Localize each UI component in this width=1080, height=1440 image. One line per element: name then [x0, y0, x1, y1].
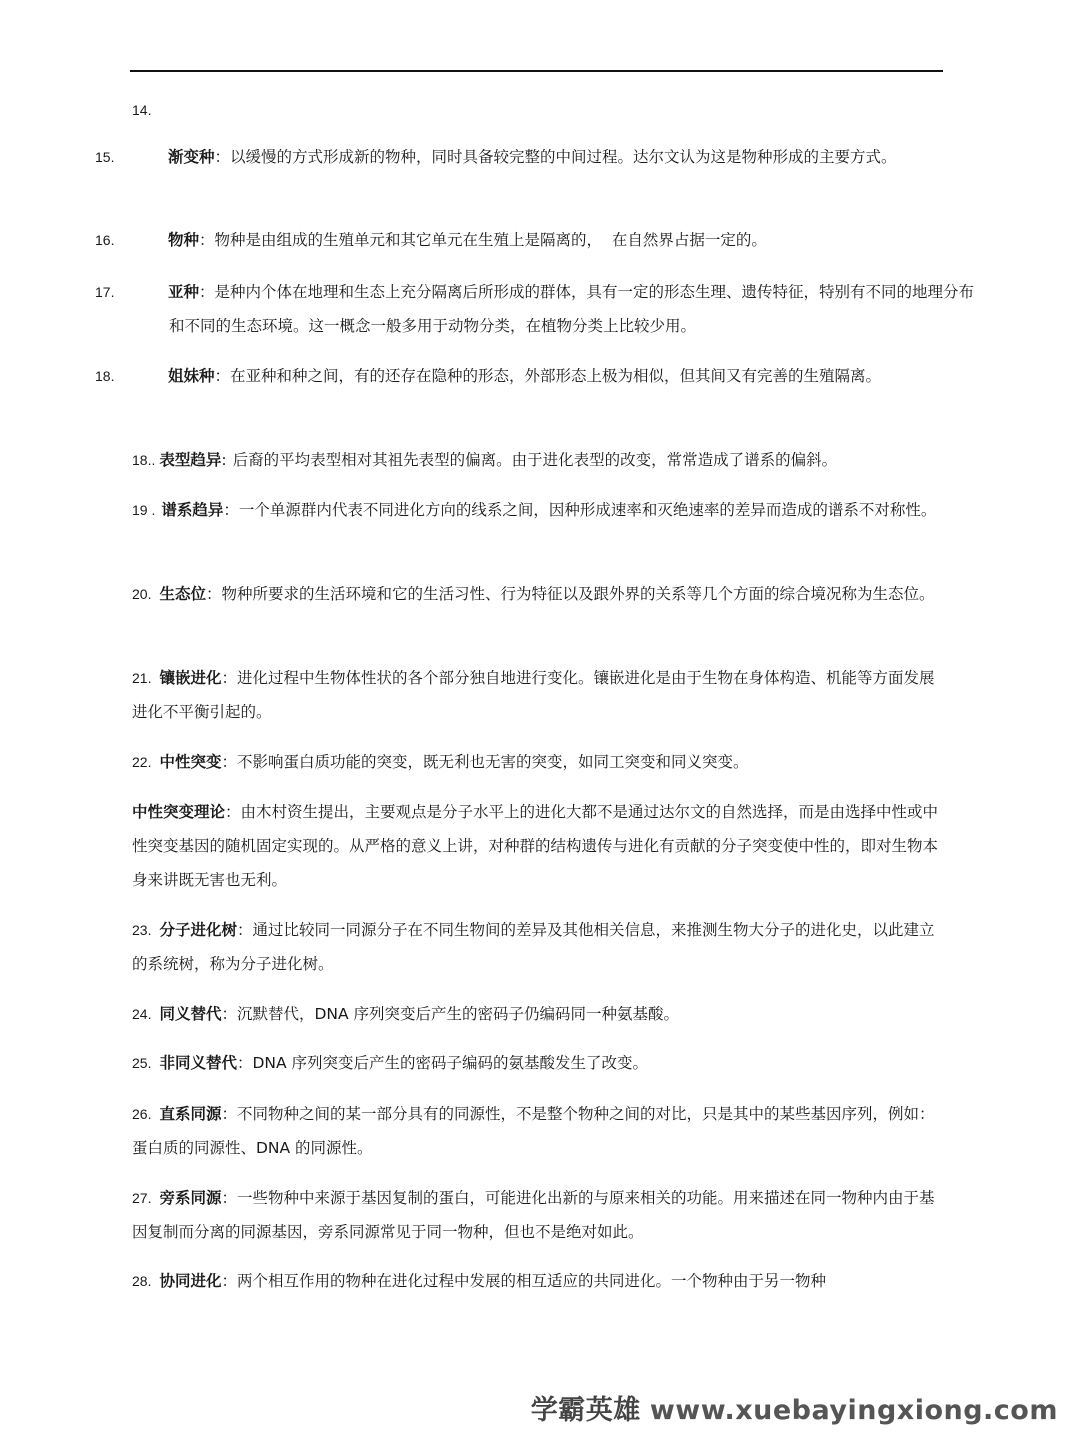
entry-text: 两个相互作用的物种在进化过程中发展的相互适应的共同进化。一个物种由于另一物种	[237, 1272, 827, 1290]
entry-text: 一些物种中来源于基因复制的蛋白，可能进化出新的与原来相关的功能。用来描述在同一物种内由于基因复制而分离的同源基因，旁系同源常见于同一物种，但也不是绝对如此。	[132, 1189, 935, 1241]
entry-16	[95, 223, 981, 257]
entry-text: 在亚种和种之间，有的还存在隐种的形态，外部形态上极为相似，但其间又有完善的生殖隔离。	[230, 367, 882, 385]
entry-text: 是种内个体在地理和生态上充分隔离后所形成的群体，具有一定的形态生理、遗传特征，特别有不同的地理分布和不同的生态环境。这一概念一般多用于动物分类，在植物分类上比较少用。	[169, 283, 975, 335]
entry-number: 19 .	[132, 502, 156, 518]
entry-19	[132, 493, 944, 527]
entry-separator: ：	[221, 1272, 237, 1290]
entry-term: 同义替代	[159, 1005, 222, 1023]
entry-25	[132, 1046, 944, 1080]
entry-term: 协同进化	[159, 1272, 222, 1290]
entry-number: 20.	[132, 586, 152, 602]
entry-number: 27.	[132, 1190, 152, 1206]
entry-28	[132, 1264, 944, 1298]
entry-term: 中性突变理论	[132, 803, 226, 821]
entry-term: 分子进化树	[159, 921, 237, 939]
entry-separator: ：	[236, 921, 253, 939]
entry-term: 非同义替代	[159, 1054, 237, 1072]
entry-17	[95, 275, 981, 343]
entry-term: 中性突变	[159, 753, 222, 771]
entry-term: 渐变种	[168, 148, 215, 166]
entry-number: 16.	[95, 232, 115, 248]
entry-number: 25.	[132, 1055, 152, 1071]
entry-separator: :	[221, 451, 227, 469]
entry-text: 通过比较同一同源分子在不同生物间的差异及其他相关信息，来推测生物大分子的进化史，以此建立的系统树，称为分子进化树。	[132, 921, 935, 973]
entry-text: 沉默替代，DNA 序列突变后产生的密码子仍编码同一种氨基酸。	[237, 1005, 680, 1023]
entry-number: 18.	[95, 368, 115, 384]
entry-separator: ：	[205, 585, 222, 603]
entry-number: 22.	[132, 754, 152, 770]
entry-separator: ：	[223, 501, 239, 519]
entry-term: 亚种	[168, 283, 200, 301]
entry-22	[132, 745, 944, 779]
entry-23	[132, 913, 944, 981]
entry-text: 由木村资生提出，主要观点是分子水平上的进化大都不是通过达尔文的自然选择，而是由选择中性或中性突变基因的随机固定实现的。从严格的意义上讲，对种群的结构遗传与进化有贡献的分子突变使中性的，即对生物本身来讲既无害也无利。	[132, 803, 939, 889]
entry-text: 不影响蛋白质功能的突变，既无利也无害的突变，如同工突变和同义突变。	[237, 753, 749, 771]
footer-site-link[interactable]: www.xuebayingxiong.com	[649, 1395, 1058, 1426]
entry-text: 不同物种之间的某一部分具有的同源性，不是整个物种之间的对比，只是其中的某些基因序列，例如：蛋白质的同源性、DNA 的同源性。	[132, 1105, 935, 1157]
entry-15	[95, 140, 981, 174]
entry-term: 生态位	[159, 585, 206, 603]
entry-21	[132, 661, 944, 729]
entry-number: 17.	[95, 284, 115, 300]
entry-text: 以缓慢的方式形成新的物种，同时具备较完整的中间过程。达尔文认为这是物种形成的主要方式。	[230, 148, 897, 166]
entry-text: 后裔的平均表型相对其祖先表型的偏离。由于进化表型的改变，常常造成了谱系的偏斜。	[232, 451, 838, 469]
entry-separator: ：	[221, 669, 237, 687]
entry-24	[132, 997, 944, 1031]
entry-number: 28.	[132, 1273, 152, 1289]
entry-number: 18..	[132, 452, 156, 468]
entry-20	[132, 577, 944, 611]
entry-separator: ：	[221, 753, 237, 771]
entry-term: 姐妹种	[168, 367, 215, 385]
entry-text: DNA 序列突变后产生的密码子编码的氨基酸发生了改变。	[252, 1054, 649, 1072]
entry-14	[132, 93, 944, 127]
entry-18	[95, 359, 981, 393]
entry-term: 谱系趋异	[161, 501, 224, 519]
entry-neutral-theory	[132, 795, 944, 897]
entry-separator: ：	[221, 1189, 237, 1207]
watermark-footer	[531, 1388, 1058, 1427]
entry-number: 15.	[95, 149, 115, 165]
entry-number: 24.	[132, 1006, 152, 1022]
entry-separator: ：	[221, 1005, 237, 1023]
entry-separator: ：	[199, 283, 215, 301]
footer-brand: 学霸英雄	[530, 1395, 641, 1426]
entry-separator: ：	[221, 1105, 237, 1123]
entry-number: 21.	[132, 670, 152, 686]
entry-27	[132, 1181, 944, 1249]
entry-text: 一个单源群内代表不同进化方向的线系之间，因种形成速率和灭绝速率的差异而造成的谱系不对称性。	[238, 501, 937, 519]
entry-term: 物种	[168, 231, 200, 249]
entry-26	[132, 1097, 944, 1165]
entry-number: 14.	[132, 102, 152, 118]
entry-separator: ：	[236, 1054, 253, 1072]
entry-term: 直系同源	[159, 1105, 222, 1123]
entry-18b	[132, 443, 944, 477]
entry-separator: ：	[214, 367, 231, 385]
entry-term: 镶嵌进化	[159, 669, 222, 687]
entry-text: 进化过程中生物体性状的各个部分独自地进行变化。镶嵌进化是由于生物在身体构造、机能等方面发展进化不平衡引起的。	[132, 669, 935, 721]
entry-number: 23.	[132, 922, 152, 938]
entry-separator: ：	[199, 231, 215, 249]
entry-number: 26.	[132, 1106, 152, 1122]
entry-separator: ：	[214, 148, 231, 166]
entry-term: 旁系同源	[159, 1189, 222, 1207]
entry-text: 物种是由组成的生殖单元和其它单元在生殖上是隔离的， 在自然界占据一定的。	[214, 231, 767, 249]
entry-separator: ：	[225, 803, 241, 821]
entry-text: 物种所要求的生活环境和它的生活习性、行为特征以及跟外界的关系等几个方面的综合境况称为生态位。	[221, 585, 935, 603]
entry-term: 表型趋异	[159, 451, 222, 469]
header-rule	[130, 70, 943, 72]
